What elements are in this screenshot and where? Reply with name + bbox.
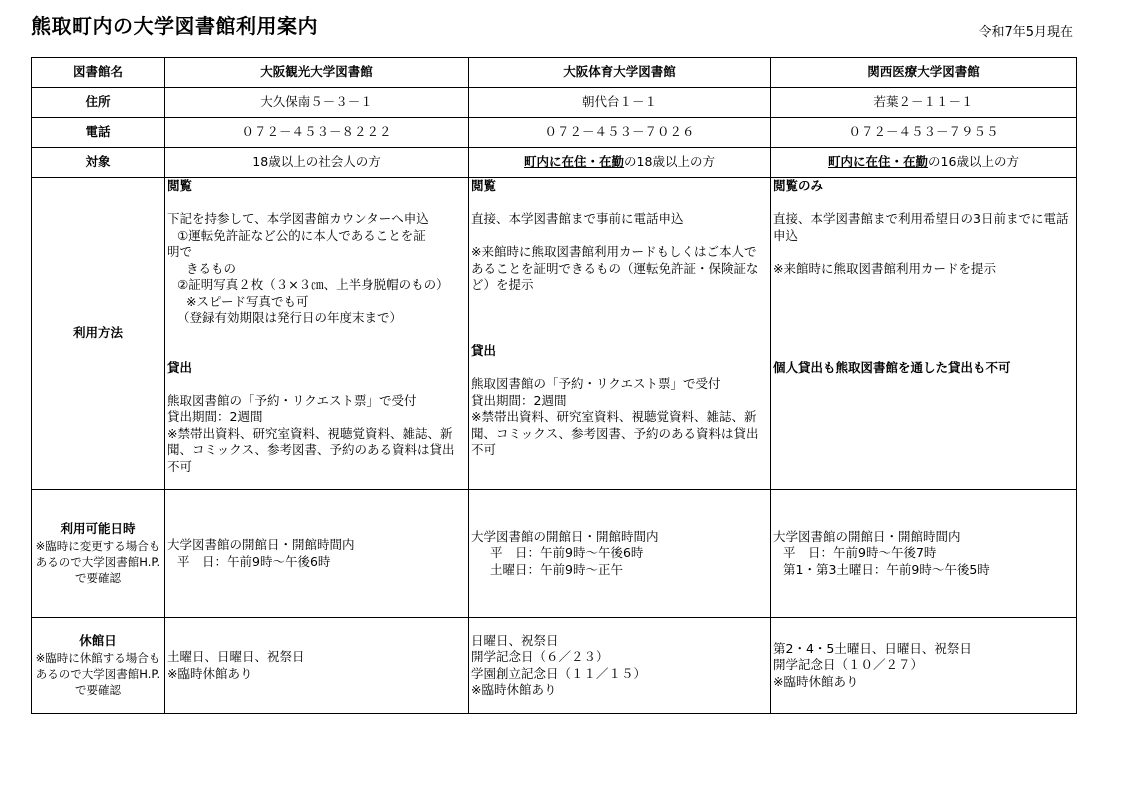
usage-1-read-line: 下記を持参して、本学図書館カウンターへ申込	[167, 211, 429, 226]
header-closed-label: 休館日	[79, 633, 117, 649]
closed-1	[165, 618, 469, 714]
header-library-name: 図書館名	[32, 58, 165, 88]
available-2-line: 大学図書館の開館日・開館時間内	[471, 528, 659, 544]
usage-3-read-heading: 閲覧のみ	[773, 178, 824, 193]
usage-1-lend-line: 貸出期間：2週間	[167, 409, 263, 424]
available-2	[469, 490, 771, 618]
available-3	[771, 490, 1077, 618]
closed-3	[771, 618, 1077, 714]
closed-1-line: 土曜日、日曜日、祝祭日	[167, 649, 305, 664]
closed-2-line: 日曜日、祝祭日	[471, 632, 559, 648]
closed-3-line: ※臨時休館あり	[773, 673, 859, 689]
usage-3-lend-note: 個人貸出も熊取図書館を通した貸出も不可	[773, 359, 1011, 375]
usage-1-read-line: きるもの	[186, 260, 237, 276]
usage-1	[165, 178, 469, 490]
available-2-line: 平 日：午前9時～午後6時	[490, 545, 644, 561]
closed-2-line: ※臨時休館あり	[471, 682, 557, 697]
address-3: 若葉２－１１－１	[771, 88, 1077, 118]
row-address	[32, 88, 1077, 118]
library-guide-table	[31, 57, 1077, 714]
target-2	[469, 148, 771, 178]
closed-1-line: ※臨時休館あり	[167, 665, 253, 681]
row-target	[32, 148, 1077, 178]
usage-2-lend-heading: 貸出	[471, 343, 497, 358]
phone-1: ０７２－４５３－８２２２	[165, 118, 469, 148]
address-1: 大久保南５－３－１	[165, 88, 469, 118]
available-1-line: 大学図書館の開館日・開館時間内	[167, 537, 355, 552]
usage-1-read-line: ①運転免許証など公的に本人であることを証	[177, 227, 426, 243]
available-3-line: 第1・第3土曜日：午前9時～午後5時	[783, 561, 990, 577]
header-usage: 利用方法	[32, 178, 165, 490]
header-available-label: 利用可能日時	[60, 521, 136, 537]
closed-2	[469, 618, 771, 714]
available-2-line: 土曜日：午前9時～正午	[490, 561, 623, 577]
available-1-line: 平 日：午前9時～午後6時	[177, 553, 331, 569]
usage-1-read-line: ※スピード写真でも可	[186, 293, 309, 309]
usage-1-lend-line: ※禁帯出資料、研究室資料、視聴覚資料、雑誌、新聞、コミックス、参考図書、予約のある資料は貸出不可	[167, 425, 455, 474]
usage-1-lend-line: 熊取図書館の「予約・リクエスト票」で受付	[167, 392, 417, 408]
target-2-resident: 町内に在住・在勤	[524, 154, 625, 170]
row-phone	[32, 118, 1077, 148]
usage-1-lend-heading: 貸出	[167, 359, 193, 375]
closed-3-line: 開学記念日（１０／２７）	[773, 657, 924, 673]
closed-2-line: 開学記念日（６／２３）	[471, 649, 609, 664]
target-2-text: の18歳以上の方	[624, 154, 715, 170]
usage-3	[771, 178, 1077, 490]
usage-3-read-line: ※来館時に熊取図書館利用カードを提示	[773, 260, 996, 276]
target-3	[771, 148, 1077, 178]
target-1	[165, 148, 469, 178]
header-target: 対象	[32, 148, 165, 178]
library-name-1: 大阪観光大学図書館	[165, 58, 469, 88]
usage-2-read-line: ※来館時に熊取図書館利用カードもしくはご本人であることを証明できるもの（運転免許証・保険証など）を提示	[471, 244, 759, 292]
row-available	[32, 490, 1077, 618]
closed-2-line: 学園創立記念日（１１／１５）	[471, 665, 647, 681]
usage-2-read-line: 直接、本学図書館まで事前に電話申込	[471, 211, 684, 226]
target-3-text: の16歳以上の方	[928, 154, 1019, 170]
usage-1-read-line: 明で	[167, 244, 193, 259]
row-usage	[32, 178, 1077, 490]
header-address: 住所	[32, 88, 165, 118]
usage-2-read-heading: 閲覧	[471, 178, 497, 193]
library-name-3: 関西医療大学図書館	[771, 58, 1077, 88]
row-closed	[32, 618, 1077, 714]
phone-2: ０７２－４５３－７０２６	[469, 118, 771, 148]
available-3-line: 大学図書館の開館日・開館時間内	[773, 528, 961, 544]
header-available-note: ※臨時に変更する場合もあるので大学図書館H.P.で要確認	[35, 538, 161, 585]
usage-2-lend-line: 熊取図書館の「予約・リクエスト票」で受付	[471, 376, 721, 391]
header-closed	[32, 618, 165, 714]
closed-3-line: 第2・4・5土曜日、日曜日、祝祭日	[773, 640, 972, 656]
available-3-line: 平 日：午前9時～午後7時	[783, 545, 937, 561]
header-phone: 電話	[32, 118, 165, 148]
usage-2-lend-line: 貸出期間：2週間	[471, 392, 567, 408]
page-title: 熊取町内の大学図書館利用案内	[31, 14, 318, 38]
address-2: 朝代台１－１	[469, 88, 771, 118]
as-of-date: 令和7年5月現在	[978, 25, 1073, 40]
header-available	[32, 490, 165, 618]
available-1	[165, 490, 469, 618]
row-library-name	[32, 58, 1077, 88]
usage-3-read-line: 直接、本学図書館まで利用希望日の3日前までに電話申込	[773, 211, 1069, 243]
usage-1-read-line: （登録有効期限は発行日の年度末まで）	[177, 310, 403, 325]
usage-1-read-heading: 閲覧	[167, 178, 193, 193]
target-1-text: 18歳以上の社会人の方	[252, 154, 381, 170]
library-name-2: 大阪体育大学図書館	[469, 58, 771, 88]
usage-1-read-line: ②証明写真２枚（３×３㎝、上半身脱帽のもの）	[177, 277, 449, 292]
phone-3: ０７２－４５３－７９５５	[771, 118, 1077, 148]
target-3-resident: 町内に在住・在勤	[828, 154, 929, 170]
usage-2-lend-line: ※禁帯出資料、研究室資料、視聴覚資料、雑誌、新聞、コミックス、参考図書、予約のある資料は貸出不可	[471, 409, 759, 457]
usage-2	[469, 178, 771, 490]
header-closed-note: ※臨時に休館する場合もあるので大学図書館H.P.で要確認	[35, 650, 161, 697]
